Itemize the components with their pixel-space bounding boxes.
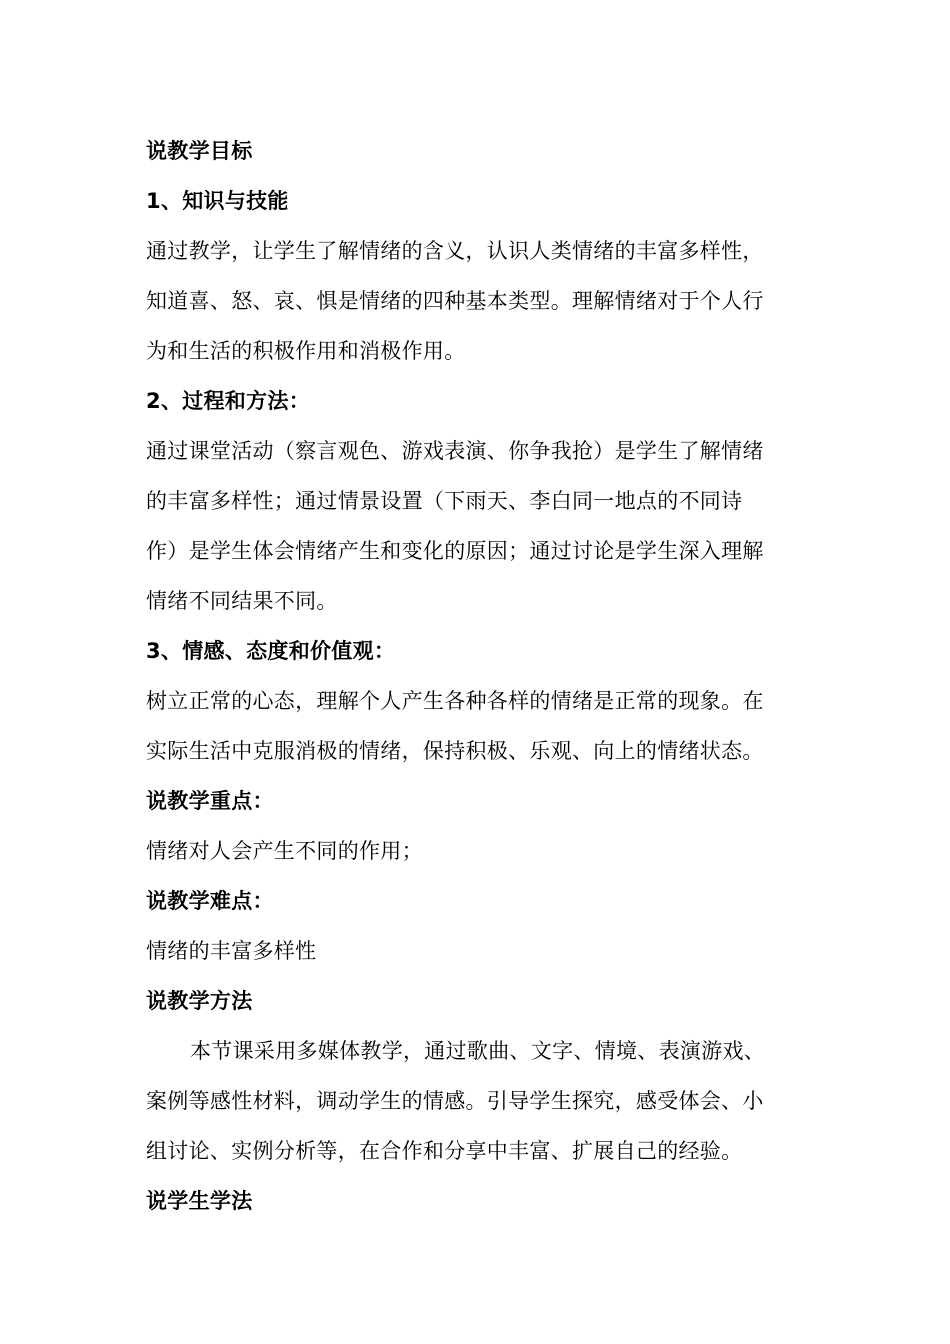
knowledge-line: 为和生活的积极作用和消极作用。 xyxy=(146,339,466,363)
document-page xyxy=(146,126,806,1226)
process-line: 通过课堂活动（察言观色、游戏表演、你争我抢）是学生了解情绪 xyxy=(146,439,764,463)
emotion-heading: 3、情感、态度和价值观： xyxy=(146,639,396,663)
emotion-line: 树立正常的心态，理解个人产生各种各样的情绪是正常的现象。在 xyxy=(146,689,764,713)
difficulty-heading: 说教学难点： xyxy=(146,889,274,913)
student-methods-heading: 说学生学法 xyxy=(146,1189,253,1213)
objectives-heading: 说教学目标 xyxy=(146,139,253,163)
knowledge-heading: 1、知识与技能 xyxy=(146,189,289,213)
methods-line: 案例等感性材料，调动学生的情感。引导学生探究，感受体会、小 xyxy=(146,1089,764,1113)
process-heading: 2、过程和方法： xyxy=(146,389,311,413)
methods-heading: 说教学方法 xyxy=(146,989,253,1013)
knowledge-line: 知道喜、怒、哀、惧是情绪的四种基本类型。理解情绪对于个人行 xyxy=(146,289,764,313)
key-points-text: 情绪对人会产生不同的作用； xyxy=(146,839,423,863)
knowledge-line: 通过教学，让学生了解情绪的含义，认识人类情绪的丰富多样性， xyxy=(146,239,764,263)
difficulty-text: 情绪的丰富多样性 xyxy=(146,939,317,963)
emotion-line: 实际生活中克服消极的情绪，保持积极、乐观、向上的情绪状态。 xyxy=(146,739,764,763)
key-points-heading: 说教学重点： xyxy=(146,789,274,813)
methods-line: 组讨论、实例分析等，在合作和分享中丰富、扩展自己的经验。 xyxy=(146,1139,743,1163)
methods-line: 本节课采用多媒体教学，通过歌曲、文字、情境、表演游戏、 xyxy=(190,1039,766,1063)
process-line: 情绪不同结果不同。 xyxy=(146,589,338,613)
process-line: 作）是学生体会情绪产生和变化的原因；通过讨论是学生深入理解 xyxy=(146,539,764,563)
process-line: 的丰富多样性；通过情景设置（下雨天、李白同一地点的不同诗 xyxy=(146,489,743,513)
